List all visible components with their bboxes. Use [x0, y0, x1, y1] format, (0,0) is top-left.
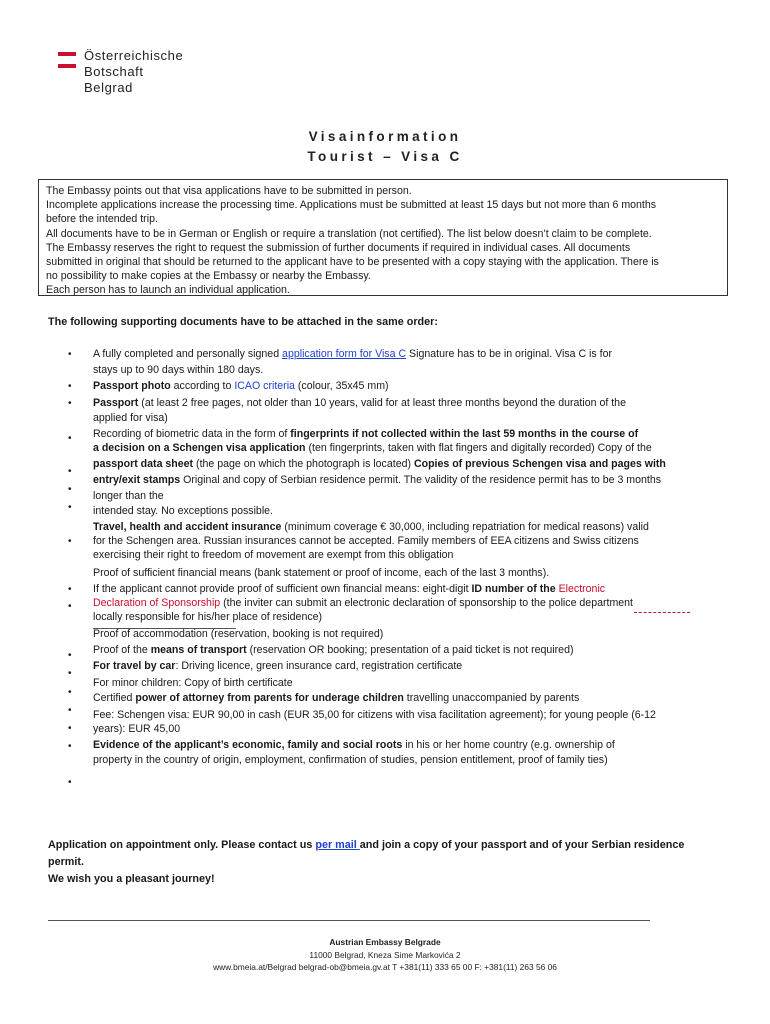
austrian-flag-icon	[58, 52, 76, 70]
text: (the inviter can submit an electronic declaration of sponsorship to the police department	[220, 597, 633, 609]
list-item	[93, 457, 666, 471]
notice-line: submitted in original that should be returned to the applicant have to be presented with a copy staying with the application. There is	[46, 256, 659, 269]
page-title: Visainformation	[308, 129, 462, 144]
flag-stripe-middle	[58, 58, 76, 62]
list-item	[93, 427, 638, 441]
text: (minimum coverage € 30,000, including repatriation for medical reasons) valid	[281, 521, 649, 533]
list-item	[93, 520, 649, 534]
list-item	[93, 379, 389, 393]
bullet-marker: •	[68, 484, 72, 495]
text: and join a copy of your passport and of your Serbian residence	[359, 839, 685, 851]
bullet-marker: •	[68, 349, 72, 360]
text: Signature has to be in original. Visa C is for	[406, 348, 612, 360]
footer-divider	[48, 920, 650, 921]
bold-text: means of transport	[150, 644, 247, 656]
list-item	[93, 582, 605, 596]
list-item: For minor children: Copy of birth certificate	[93, 677, 293, 689]
list-item: Fee: Schengen visa: EUR 90,00 in cash (EUR 35,00 for citizens with visa facilitation agreement); for young people (6-12	[93, 709, 656, 721]
bullet-marker: •	[68, 723, 72, 734]
list-item	[93, 643, 574, 657]
icao-criteria-link[interactable]: ICAO criteria	[234, 380, 295, 392]
list-item	[93, 473, 661, 487]
notice-line: The Embassy points out that visa applications have to be submitted in person.	[46, 185, 412, 197]
red-dashed-underline	[634, 612, 690, 613]
list-item	[93, 441, 652, 455]
bold-text: For travel by car	[93, 660, 176, 672]
text: Proof of the	[93, 644, 151, 656]
bullet-marker: •	[68, 502, 72, 513]
bold-text: a decision on a Schengen visa application	[93, 442, 306, 454]
documents-intro: The following supporting documents have to be attached in the same order:	[48, 316, 438, 328]
bold-text: entry/exit stamps	[93, 474, 181, 486]
text: A fully completed and personally signed	[93, 348, 283, 360]
bold-text: passport data sheet	[93, 458, 194, 470]
bullet-marker: •	[68, 687, 72, 698]
bullet-marker: •	[68, 777, 72, 788]
bullet-marker: •	[68, 466, 72, 477]
text: (colour, 35x45 mm)	[294, 380, 389, 392]
bullet-marker: •	[68, 381, 72, 392]
list-item: Proof of accommodation (reservation, booking is not required)	[93, 628, 384, 640]
logo-line-2: Botschaft	[84, 64, 144, 79]
bullet-marker: •	[68, 601, 72, 612]
bold-text: Passport	[93, 397, 139, 409]
notice-line: All documents have to be in German or English or require a translation (not certified). The list below doesn’t claim to be complete.	[46, 227, 652, 240]
footer-contact: www.bmeia.at/Belgrad belgrad-ob@bmeia.gv.at T +381(11) 333 65 00 F: +381(11) 263 56 06	[213, 962, 557, 972]
bullet-marker: •	[68, 668, 72, 679]
list-item: applied for visa)	[93, 412, 168, 424]
bold-text: Travel, health and accident insurance	[93, 521, 282, 533]
list-item: for the Schengen area. Russian insurances cannot be accepted. Family members of EEA citizens and Swiss citizens	[93, 535, 639, 547]
text: in his or her home country (e.g. ownership of	[402, 739, 615, 751]
per-mail-link[interactable]: per mail	[315, 839, 360, 851]
footer-name: Austrian Embassy Belgrade	[329, 937, 441, 947]
text: : Driving licence, green insurance card, registration certificate	[175, 660, 463, 672]
logo-text	[84, 48, 183, 96]
notice-line: before the intended trip.	[46, 213, 158, 226]
closing-line	[48, 839, 684, 851]
bold-text: Copies of previous Schengen visa and pages with	[413, 458, 666, 470]
bold-text: fingerprints if not collected within the last 59 months in the course of	[290, 428, 639, 440]
text: (the page on which the photograph is located)	[193, 458, 414, 470]
bold-text: ID number of the	[471, 583, 556, 595]
bullet-marker: •	[68, 650, 72, 661]
notice-box	[38, 179, 728, 296]
flag-stripe-top	[58, 52, 76, 56]
bold-text: Passport photo	[93, 380, 171, 392]
notice-line: Incomplete applications increase the processing time. Applications must be submitted at least 15 days but not more than 6 months	[46, 199, 657, 212]
text: travelling unaccompanied by parents	[403, 692, 580, 704]
footer-address: 11000 Belgrad, Kneza Sime Markovića 2	[309, 950, 461, 960]
logo-line-1: Österreichische	[84, 48, 184, 63]
bullet-marker: •	[68, 741, 72, 752]
text: Application on appointment only. Please contact us	[48, 839, 316, 851]
list-item	[93, 738, 615, 752]
closing-line: permit.	[48, 856, 84, 868]
bold-text: power of attorney from parents for underage children	[135, 692, 404, 704]
bullet-marker: •	[68, 584, 72, 595]
list-item: longer than the	[93, 490, 164, 502]
notice-line: no possibility to make copies at the Embassy or nearby the Embassy.	[46, 270, 371, 283]
electronic-declaration-link[interactable]: Electronic	[555, 583, 606, 595]
list-item	[93, 659, 462, 673]
flag-stripe-bottom	[58, 64, 76, 68]
text: Recording of biometric data in the form of	[93, 428, 291, 440]
application-form-link[interactable]: application form for Visa C	[282, 348, 407, 360]
page-subtitle: Tourist – Visa C	[307, 149, 463, 164]
list-item	[93, 691, 579, 705]
bullet-marker: •	[68, 433, 72, 444]
notice-line: The Embassy reserves the right to request the submission of further documents if required in individual cases. All documents	[46, 241, 631, 254]
list-item	[93, 347, 612, 361]
bullet-marker: •	[68, 398, 72, 409]
list-item: years): EUR 45,00	[93, 723, 181, 735]
text: Original and copy of Serbian residence permit. The validity of the residence permit has to be 3 months	[180, 474, 662, 486]
bullet-marker: •	[68, 705, 72, 716]
text: (at least 2 free pages, not older than 10 years, valid for at least three months beyond the duration of the	[138, 397, 626, 409]
declaration-of-sponsorship-link[interactable]: Declaration of Sponsorship	[93, 597, 221, 609]
list-item: property in the country of origin, employment, confirmation of studies, pension entitlement, proof of family ties)	[93, 754, 608, 766]
bullet-marker: •	[68, 536, 72, 547]
list-item	[93, 596, 633, 610]
closing-line: We wish you a pleasant journey!	[48, 873, 215, 885]
text: Certified	[93, 692, 136, 704]
text: (ten fingerprints, taken with flat fingers and digitally recorded) Copy of the	[305, 442, 652, 454]
list-item: stays up to 90 days within 180 days.	[93, 364, 264, 376]
logo-line-3: Belgrad	[84, 80, 134, 95]
notice-line: Each person has to launch an individual application.	[46, 284, 290, 297]
list-item: exercising their right to freedom of movement are exempt from this obligation	[93, 549, 454, 561]
list-item	[93, 396, 626, 410]
text: according to	[170, 380, 235, 392]
text: If the applicant cannot provide proof of sufficient own financial means: eight-digit	[93, 583, 472, 595]
list-item: Proof of sufficient financial means (bank statement or proof of income, each of the last 3 months).	[93, 567, 550, 579]
bold-text: Evidence of the applicant’s economic, family and social roots	[93, 739, 403, 751]
list-item: intended stay. No exceptions possible.	[93, 505, 274, 517]
list-item: locally responsible for his/her place of residence)	[93, 611, 323, 623]
text: (reservation OR booking; presentation of a paid ticket is not required)	[246, 644, 574, 656]
